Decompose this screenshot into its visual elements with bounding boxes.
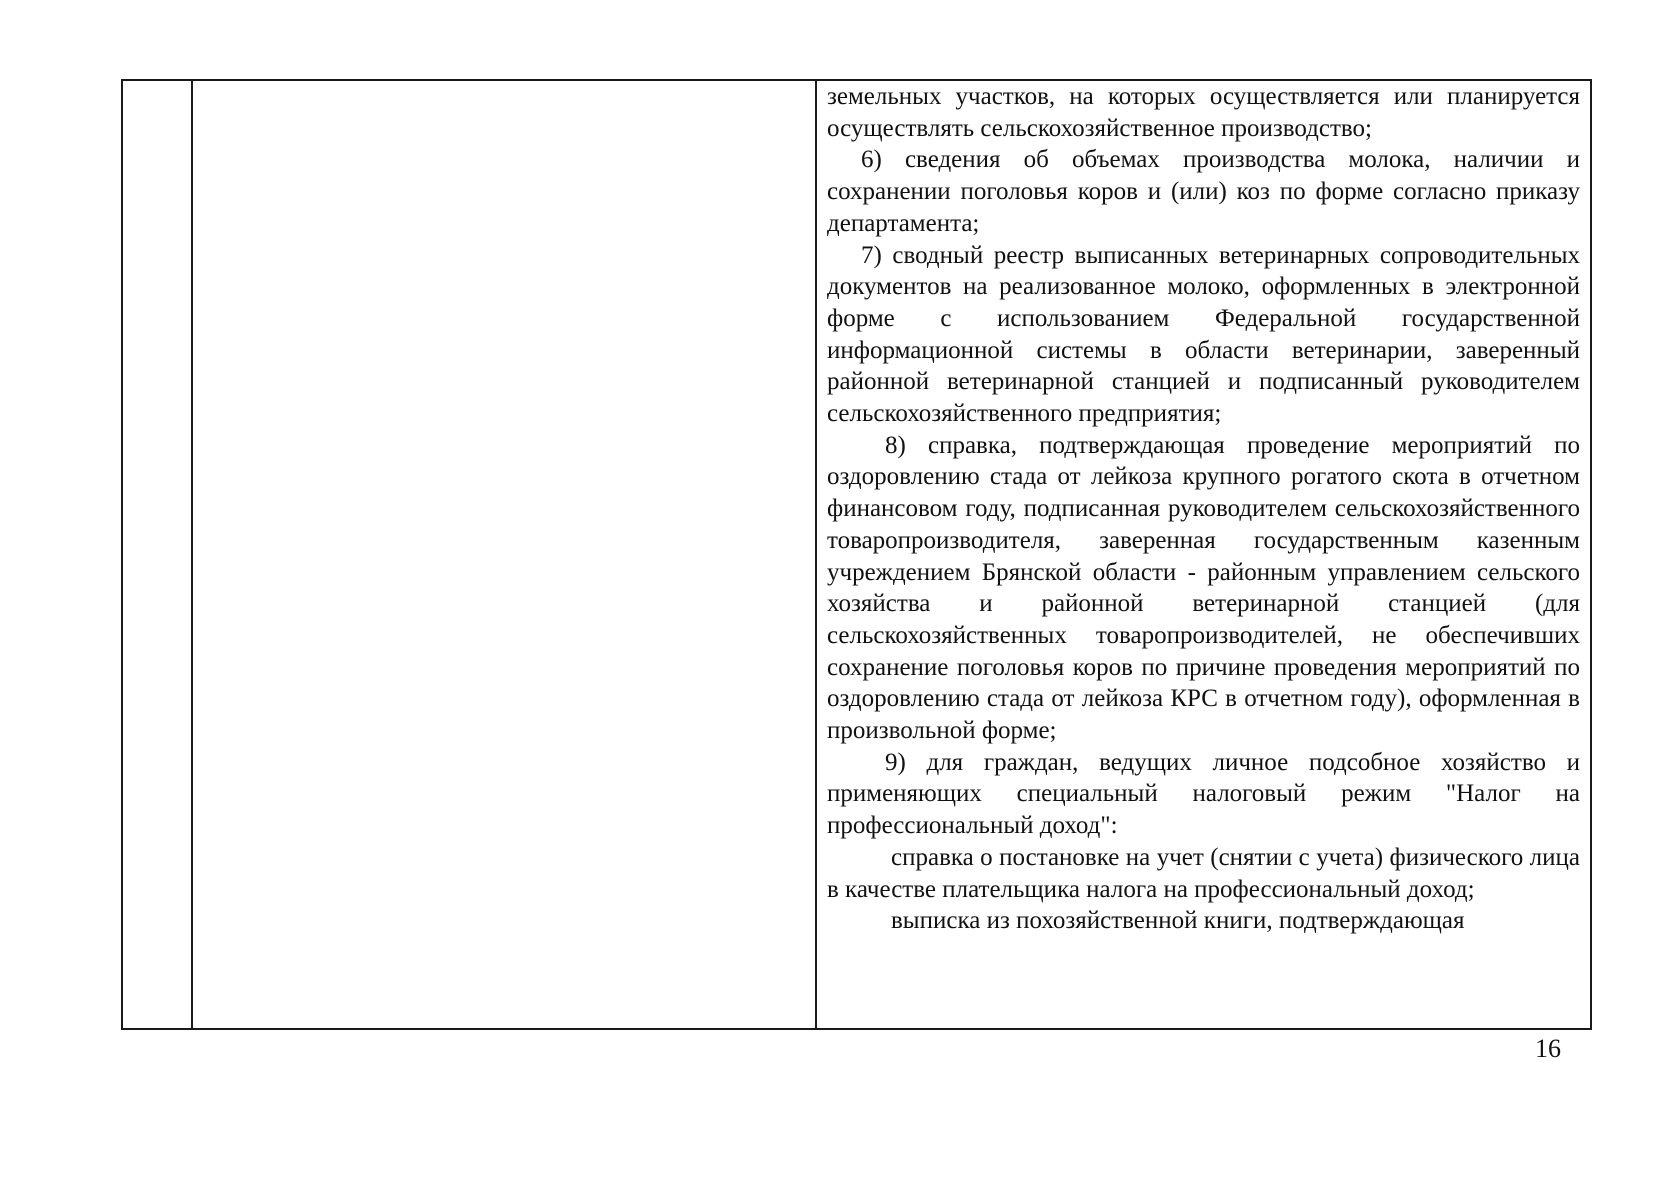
paragraph-tax-certificate: справка о постановке на учет (снятии с учета) физического лица в качестве плательщика налога на профессиональный доход; (827, 843, 1580, 903)
table-column-number (123, 81, 193, 1028)
paragraph-item-9: 9) для граждан, ведущих личное подсобное хозяйство и применяющих специальный налоговый режим "Налог на профессиональный доход": (827, 748, 1580, 840)
paragraph-item-6: 6) сведения об объемах производства молока, наличии и сохранении поголовья коров и (или) коз по форме согласно приказу департамента; (827, 146, 1580, 237)
paragraph-item-8: 8) справка, подтверждающая проведение мероприятий по оздоровлению стада от лейкоза крупного рогатого скота в отчетном финансовом году, подписанная руководителем сельскохозяйственного товаропроизводителя, заверенная государственным казенным учреждением Брянской области - районным управлением сельского хозяйства и районной ветеринарной станцией (для сельскохозяйственных товаропроизводителей, не обеспечивших сохранение поголовья коров по причине проведения мероприятий по оздоровлению стада от лейкоза КРС в отчетном году), оформленная в произвольной форме; (827, 431, 1580, 745)
document-table (121, 79, 1592, 1030)
paragraph-item-7: 7) сводный реестр выписанных ветеринарных сопроводительных документов на реализованное молоко, оформленных в электронной форме с использованием Федеральной государственной информационной системы в области ветеринарии, заверенный районной ветеринарной станцией и подписанный руководителем сельскохозяйственного предприятия; (827, 241, 1580, 428)
table-column-name (193, 81, 817, 1028)
page-number: 16 (1535, 1034, 1561, 1063)
paragraph-household-book-extract: выписка из похозяйственной книги, подтверждающая (891, 907, 1465, 935)
table-column-content (817, 81, 1590, 1028)
paragraph-land-plots: земельных участков, на которых осуществляется или планируется осуществлять сельскохозяйственное производство; (827, 83, 1580, 142)
